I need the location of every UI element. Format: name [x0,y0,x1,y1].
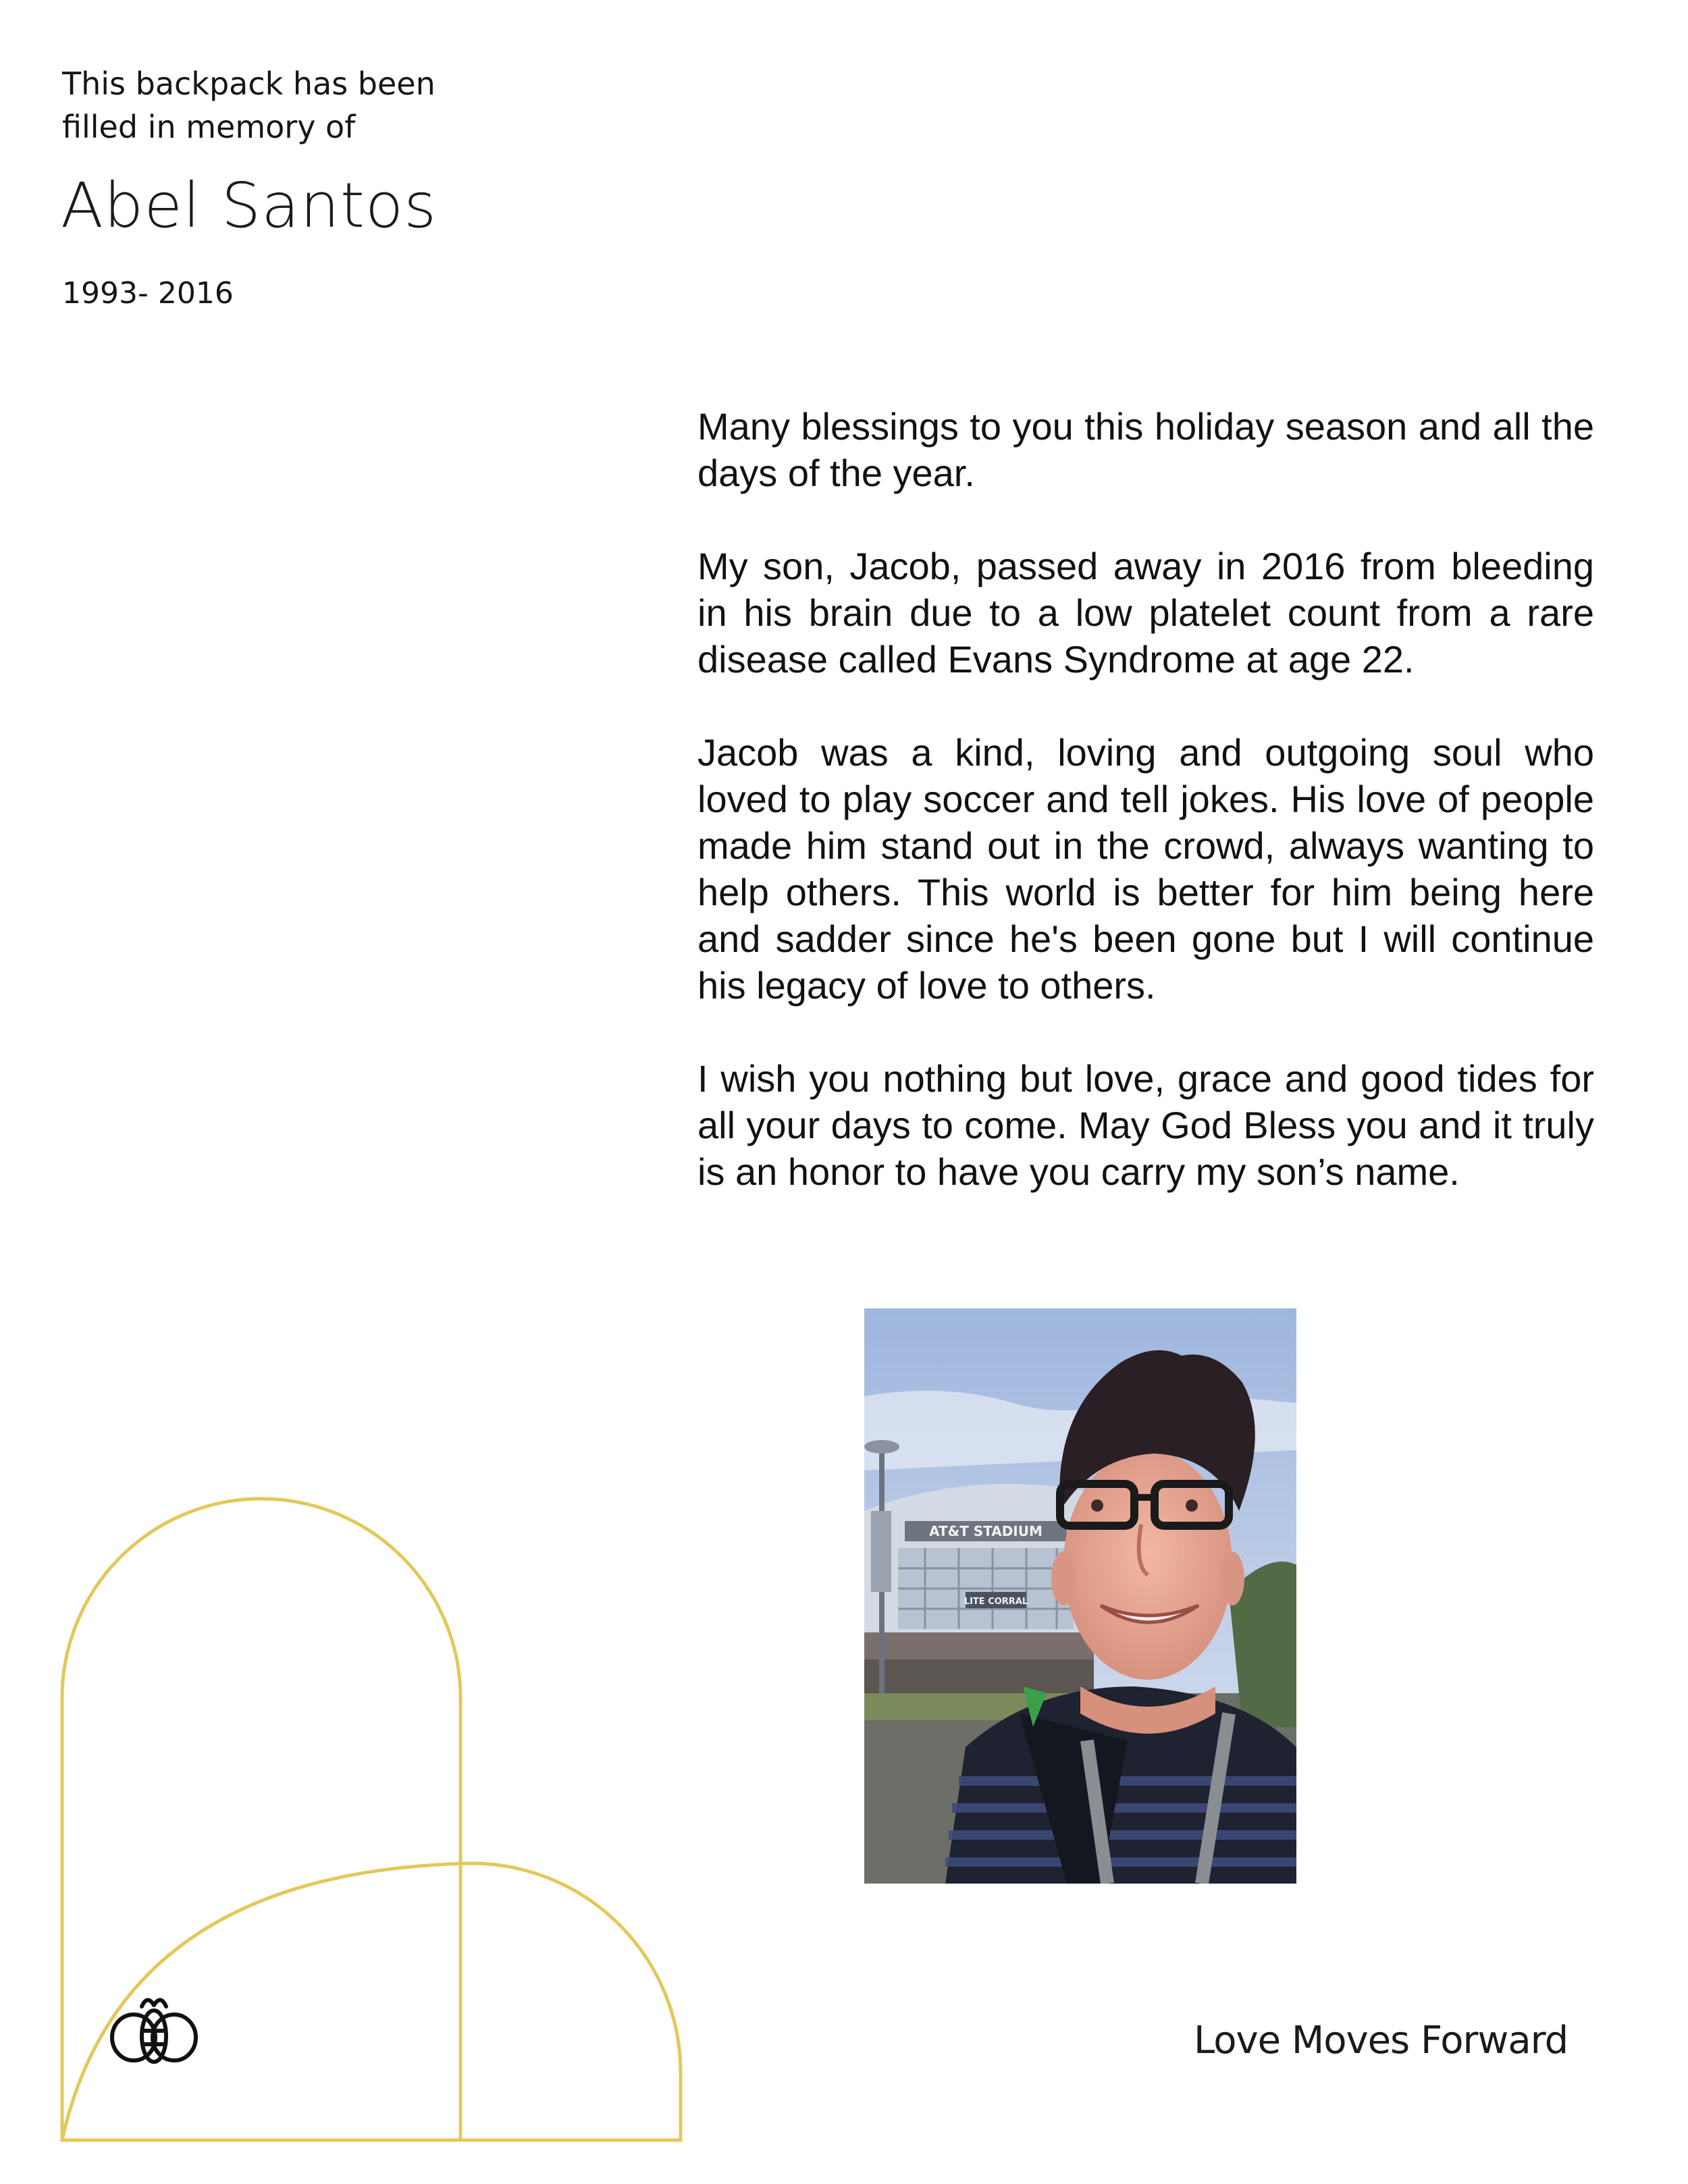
memorial-photo [864,1308,1296,1884]
bee-icon [107,1992,201,2066]
intro-line-1: This backpack has been [62,65,436,102]
letter-paragraph-2: My son, Jacob, passed away in 2016 from bleeding in his brain due to a low platelet count from a rare disease called Evans Syndrome at age 22. [697,545,1594,681]
letter-paragraph-1: Many blessings to you this holiday season and all the days of the year. [697,405,1594,494]
stadium-sub-sign: LITE CORRAL [964,1597,1028,1607]
tagline: Love Moves Forward [1194,2019,1568,2062]
memorial-name: Abel Santos [61,169,438,242]
memorial-letter [697,403,1594,1242]
letter-paragraph-3: Jacob was a kind, loving and outgoing soul who loved to play soccer and tell jokes. His love of people made him stand out in the crowd, always wanting to help others. This world is better for him being here and sadder since he's been gone but I will continue his legacy of love to others. [697,731,1594,1007]
intro-line-2: filled in memory of [62,109,356,145]
gold-heart-outline-icon [0,1485,695,2154]
memorial-intro [62,62,481,149]
letter-paragraph-4: I wish you nothing but love, grace and good tides for all your days to come. May God Bless you and it truly is an honor to have you carry my son’s name. [697,1057,1594,1193]
stadium-sign: AT&T STADIUM [929,1523,1043,1539]
memorial-dates: 1993- 2016 [62,276,234,311]
